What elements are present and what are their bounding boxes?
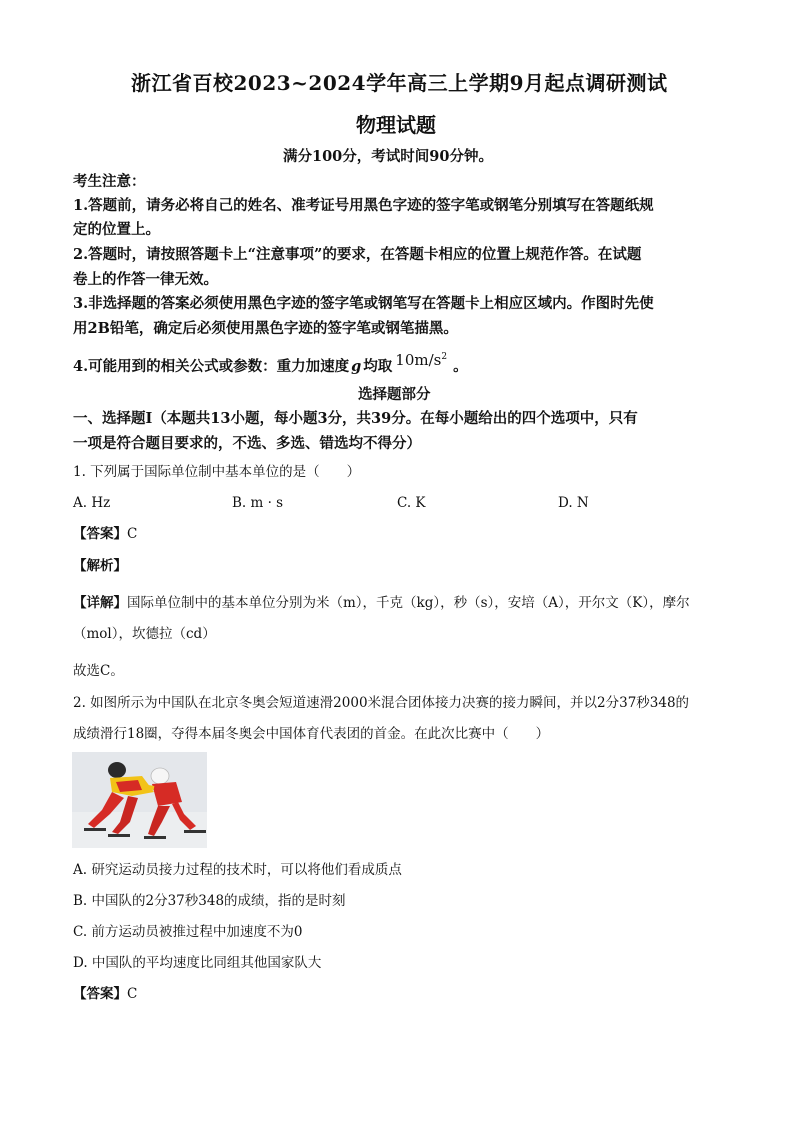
q2-option-b: B. 中国队的2分37秒348的成绩，指的是时刻 (73, 893, 346, 909)
q2-stem-line-2: 成绩滑行18圈，夺得本届冬奥会中国体育代表团的首金。在此次比赛中（ ） (73, 726, 550, 742)
q1-conclusion: 故选C。 (73, 663, 124, 679)
section-heading-line-2: 一项是符合题目要求的，不选、多选、错选均不得分） (73, 435, 421, 452)
q1-answer-value: C (127, 526, 138, 542)
q2-option-a: A. 研究运动员接力过程的技术时，可以将他们看成质点 (73, 862, 402, 878)
q2-answer (73, 988, 137, 1002)
gravity-value-exponent: 2 (441, 352, 448, 362)
gravity-value-unit: 10m/s (395, 351, 442, 369)
note-1-line-2: 定的位置上。 (73, 221, 160, 238)
score-info: 满分100分，考试时间90分钟。 (283, 148, 493, 165)
q1-option-d: D. N (558, 495, 589, 511)
note-3-line-2: 用2B铅笔，确定后必须使用黑色字迹的签字笔或钢笔描黑。 (73, 320, 458, 337)
q1-answer-label: 【答案】 (73, 526, 127, 542)
page-subtitle: 物理试题 (356, 113, 436, 137)
q2-stem-line-1: 2. 如图所示为中国队在北京冬奥会短道速滑2000米混合团体接力决赛的接力瞬间，并以2分37秒348的 (73, 695, 690, 711)
q2-option-d: D. 中国队的平均速度比同组其他国家队大 (73, 955, 322, 971)
q2-answer-value: C (127, 986, 138, 1002)
section-heading-line-1: 一、选择题Ⅰ（本题共13小题，每小题3分，共39分。在每小题给出的四个选项中，只有 (73, 410, 638, 427)
gravity-symbol: g (351, 358, 362, 375)
note-4 (73, 351, 468, 375)
note-2-line-1: 2.答题时，请按照答题卡上“注意事项”的要求，在答题卡相应的位置上规范作答。在试题 (73, 246, 642, 263)
q1-detail-text: 国际单位制中的基本单位分别为米（m），千克（kg），秒（s），安培（A），开尔文（K），摩尔 (127, 595, 690, 611)
note-3-line-1: 3.非选择题的答案必须使用黑色字迹的签字笔或钢笔写在答题卡上相应区域内。作图时先使 (73, 295, 654, 312)
q1-option-c: C. K (397, 495, 426, 511)
q1-detail-line-2: （mol），坎德拉（cd） (73, 626, 216, 642)
q1-option-a: A. Hz (73, 495, 111, 511)
note-4-end: 。 (453, 358, 468, 375)
q1-detail-line-1 (73, 597, 690, 611)
q1-analysis-label: 【解析】 (73, 558, 127, 574)
q1-option-b: B. m · s (232, 495, 284, 511)
page-title: 浙江省百校2023~2024学年高三上学期9月起点调研测试 (131, 71, 668, 95)
note-1-line-1: 1.答题前，请务必将自己的姓名、准考证号用黑色字迹的签字笔或钢笔分别填写在答题纸规 (73, 197, 654, 214)
q1-stem: 1. 下列属于国际单位制中基本单位的是（ ） (73, 464, 361, 480)
note-4-text: 4.可能用到的相关公式或参数：重力加速度 (73, 358, 350, 375)
speed-skating-photo (72, 752, 207, 848)
q2-option-c: C. 前方运动员被推过程中加速度不为0 (73, 924, 303, 940)
section-part-label: 选择题部分 (358, 386, 431, 403)
q1-detail-label: 【详解】 (73, 595, 127, 611)
q1-answer (73, 528, 137, 542)
q2-answer-label: 【答案】 (73, 986, 127, 1002)
speed-skating-illustration (72, 752, 207, 848)
note-4-mid: 均取 (363, 358, 393, 375)
note-2-line-2: 卷上的作答一律无效。 (73, 271, 218, 288)
gravity-value (392, 351, 447, 369)
notes-heading: 考生注意： (73, 173, 146, 190)
